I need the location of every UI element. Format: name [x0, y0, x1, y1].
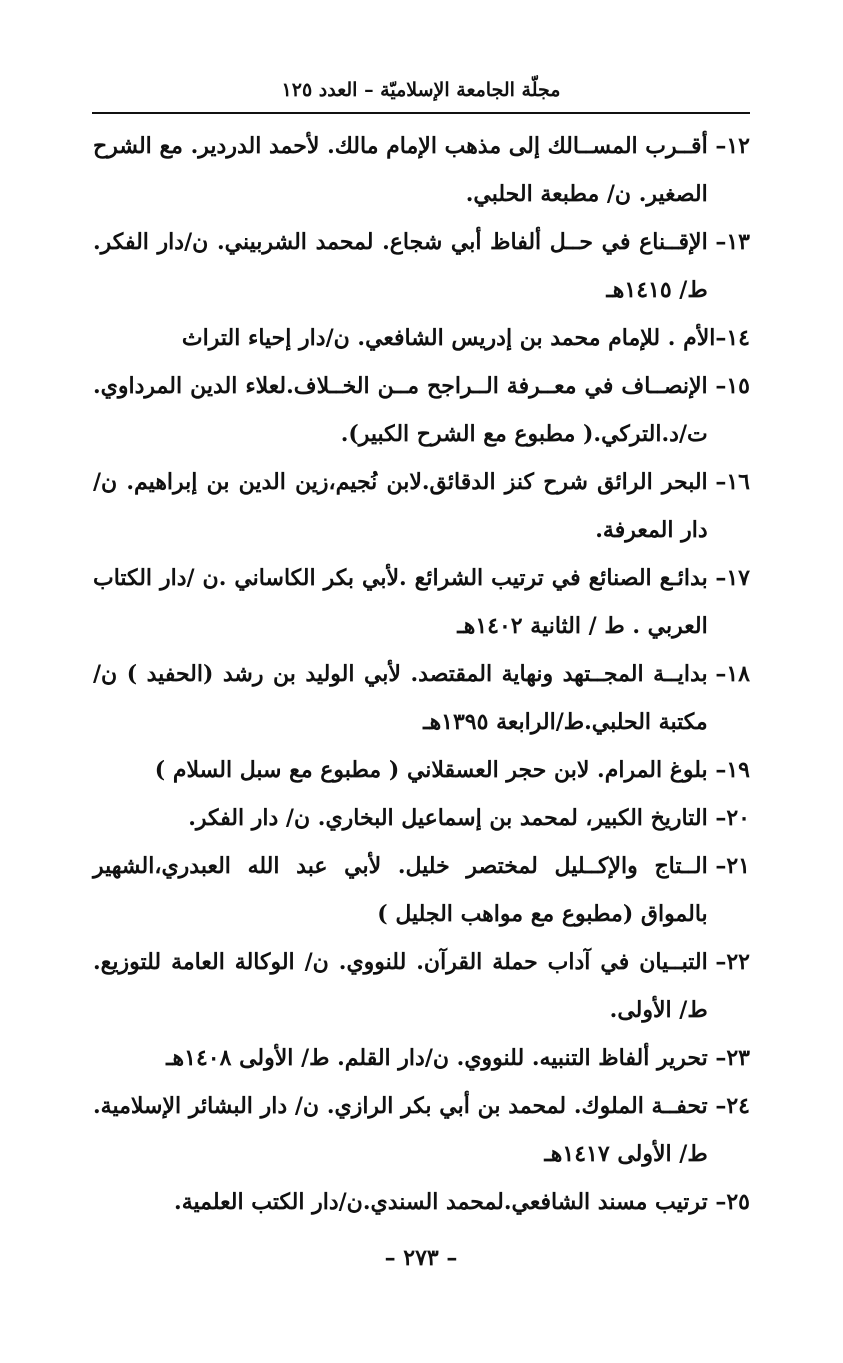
reference-number: ٢١– [707, 853, 750, 879]
reference-text: الإقــناع في حــل ألفاظ أبي شجاع. لمحمد الشربيني. ن/دار الفكر. ط/ ١٤١٥هـ [93, 229, 708, 303]
reference-number: ١٩– [707, 757, 750, 783]
reference-item [93, 1178, 750, 1226]
reference-number: ٢٥– [707, 1189, 750, 1215]
reference-item [93, 458, 750, 554]
header-divider [92, 112, 750, 114]
reference-text: الإنصــاف في معــرفة الــراجح مــن الخــلاف.لعلاء الدين المرداوي. ت/د.التركي.( مطبوع مع الشرح الكبير). [93, 373, 708, 447]
page-number: – ٢٧٣ – [384, 1245, 458, 1271]
reference-text: التبــيان في آداب حملة القرآن. للنووي. ن/ الوكالة العامة للتوزيع. ط/ الأولى. [93, 949, 708, 1023]
reference-item [93, 1034, 750, 1082]
reference-number: ١٤– [715, 325, 750, 351]
running-header: مجلّة الجامعة الإسلاميّة – العدد ١٢٥ [281, 79, 561, 101]
reference-number: ١٣– [707, 229, 750, 255]
reference-text: تحرير ألفاظ التنبيه. للنووي. ن/دار القلم. ط/ الأولى ١٤٠٨هـ [166, 1045, 708, 1071]
reference-number: ١٥– [707, 373, 750, 399]
reference-number: ١٢– [707, 133, 750, 159]
reference-item [93, 362, 750, 458]
reference-text: بدائـع الصنائع في ترتيب الشرائع .لأبي بكر الكاساني .ن /دار الكتاب العربي . ط / الثانية ١٤٠٢هـ [93, 565, 708, 639]
reference-number: ٢٢– [707, 949, 750, 975]
reference-text: أقــرب المســالك إلى مذهب الإمام مالك. لأحمد الدردير. مع الشرح الصغير. ن/ مطبعة الحلبي. [93, 133, 708, 207]
reference-text: الأم . للإمام محمد بن إدريس الشافعي. ن/دار إحياء التراث [181, 325, 716, 351]
reference-text: بلوغ المرام. لابن حجر العسقلاني ( مطبوع مع سبل السلام ) [154, 757, 708, 783]
reference-text: الــتاج والإكــليل لمختصر خليل. لأبي عبد الله العبدري،الشهير بالمواق (مطبوع مع مواهب الجليل ) [93, 853, 708, 927]
reference-number: ٢٤– [707, 1093, 750, 1119]
reference-text: بدايــة المجــتهد ونهاية المقتصد. لأبي الوليد بن رشد (الحفيد ) ن/مكتبة الحلبي.ط/الرابعة ١٣٩٥هـ [93, 661, 708, 735]
reference-number: ١٦– [707, 469, 750, 495]
reference-number: ٢٠– [707, 805, 750, 831]
reference-item [93, 794, 750, 842]
reference-item [93, 842, 750, 938]
reference-item [93, 938, 750, 1034]
reference-text: التاريخ الكبير، لمحمد بن إسماعيل البخاري. ن/ دار الفكر. [188, 805, 708, 831]
reference-text: تحفــة الملوك. لمحمد بن أبي بكر الرازي. ن/ دار البشائر الإسلامية. ط/ الأولى ١٤١٧هـ [93, 1093, 708, 1167]
reference-number: ٢٣– [707, 1045, 750, 1071]
reference-list [93, 122, 750, 1226]
reference-item [93, 1082, 750, 1178]
reference-text: البحر الرائق شرح كنز الدقائق.لابن نُجيم،زين الدين بن إبراهيم. ن/دار المعرفة. [93, 469, 708, 543]
reference-item [93, 746, 750, 794]
reference-item [93, 554, 750, 650]
reference-item [93, 122, 750, 218]
reference-item [93, 314, 750, 362]
reference-number: ١٧– [707, 565, 750, 591]
reference-item [93, 650, 750, 746]
reference-item [93, 218, 750, 314]
reference-number: ١٨– [707, 661, 750, 687]
reference-text: ترتيب مسند الشافعي.لمحمد السندي.ن/دار الكتب العلمية. [174, 1189, 708, 1215]
